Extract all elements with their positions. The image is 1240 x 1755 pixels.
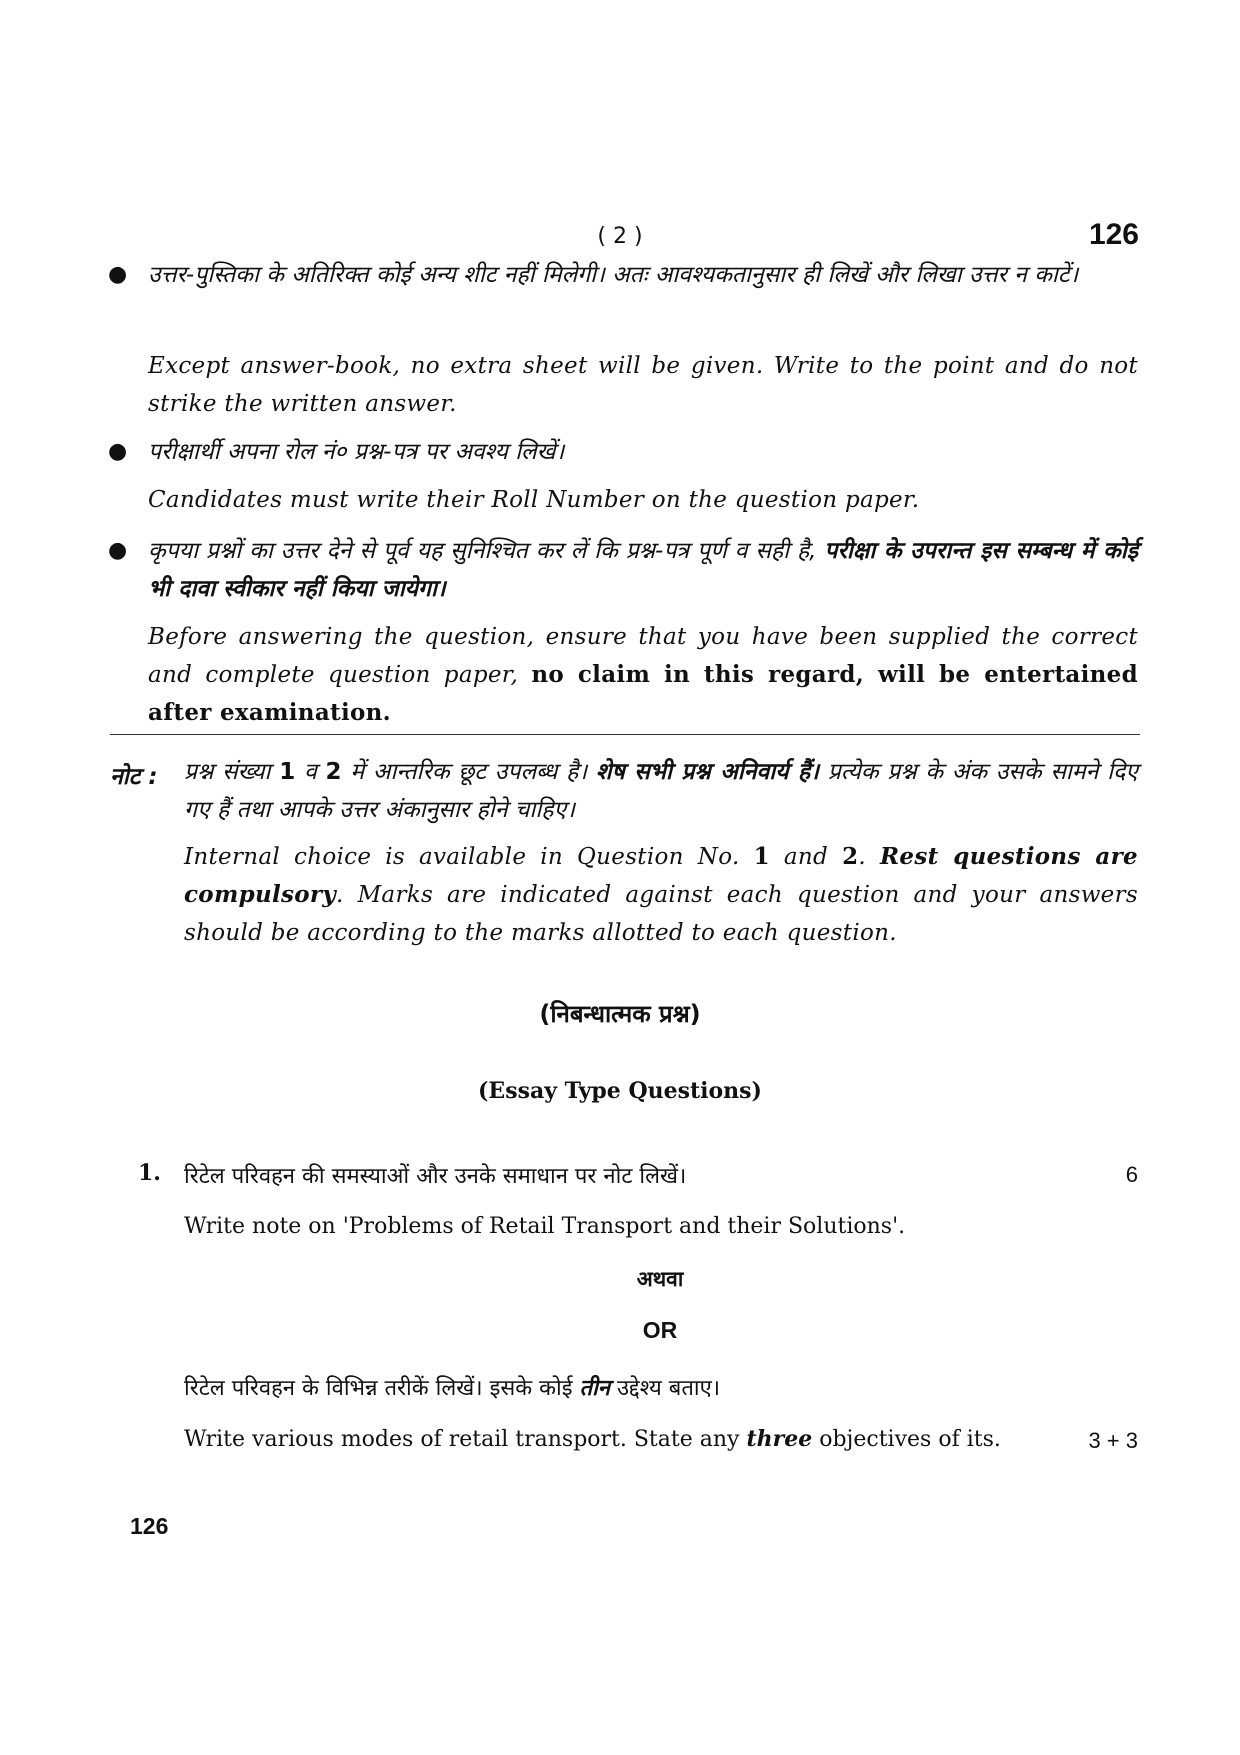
question-1-hindi: रिटेल परिवहन की समस्याओं और उनके समाधान पर नोट लिखें। — [184, 1164, 687, 1189]
instruction-2-english: Candidates must write their Roll Number on the question paper. — [148, 487, 920, 513]
note-label: नोट : — [110, 764, 158, 790]
note-english-2: . Marks are indicated against each question and your answers should be according to the marks allotted to each question. — [184, 882, 1138, 946]
question-1-alt-marks: 3 + 3 — [1088, 1428, 1138, 1453]
question-1-marks: 6 — [1125, 1162, 1138, 1187]
paper-code-footer: 126 — [130, 1513, 169, 1539]
bullet-icon: ● — [108, 538, 128, 563]
note-hindi-1: प्रश्न संख्या — [184, 759, 271, 785]
section-title-hindi: (निबन्धात्मक प्रश्न) — [539, 1000, 701, 1028]
note-hindi-3: में आन्तरिक छूट उपलब्ध है। — [350, 759, 588, 785]
note-hindi-4: प्रत्येक प्रश्न के अंक उसके सामने दिए गए हैं तथा आपके उत्तर अंकानुसार होने चाहिए। — [184, 759, 1139, 823]
question-1-alt-english — [184, 1426, 1001, 1452]
note-english-num-1: 1 — [753, 843, 770, 870]
alt-hindi-1: रिटेल परिवहन के विभिन्न तरीकें लिखें। इसके कोई — [184, 1376, 573, 1401]
note-english-and: and — [783, 844, 829, 870]
instruction-3-hindi-text: कृपया प्रश्नों का उत्तर देने से पूर्व यह सुनिश्चित कर लें कि प्रश्न-पत्र पूर्ण व सही है, — [148, 538, 817, 564]
or-label-hindi: अथवा — [636, 1267, 684, 1291]
question-1-alt-hindi — [184, 1372, 720, 1402]
section-title-english: (Essay Type Questions) — [478, 1078, 762, 1104]
divider-line — [110, 734, 1140, 735]
note-hindi-2: व — [303, 759, 317, 785]
or-label-english: OR — [642, 1317, 678, 1343]
bullet-icon: ● — [108, 439, 128, 464]
instruction-1-hindi: उत्तर-पुस्तिका के अतिरिक्त कोई अन्य शीट नहीं मिलेगी। अतः आवश्यकतानुसार ही लिखें और लिखा उत्तर न काटें। — [148, 262, 1079, 288]
question-1-english: Write note on 'Problems of Retail Transport and their Solutions'. — [184, 1214, 906, 1239]
note-num-2: 2 — [325, 759, 342, 785]
alt-english-bold: three — [746, 1426, 813, 1452]
instruction-3-english — [148, 618, 1138, 732]
instruction-3-english-text: Before answering the question, ensure that you have been supplied the correct and complete question paper, — [148, 624, 1138, 688]
page-number: ( 2 ) — [597, 224, 643, 249]
note-english-num-2: 2 — [842, 843, 859, 870]
alt-english-2: objectives of its. — [819, 1427, 1001, 1452]
instruction-3-hindi-bold: परीक्षा के उपरान्त इस सम्बन्ध में कोई भी दावा स्वीकार नहीं किया जायेगा। — [148, 538, 1138, 602]
paper-code-header: 126 — [1088, 218, 1139, 251]
note-english: Internal choice is available in Question No. 1 and 2. Rest questions are compulsory. Marks are indicated against each question and your answers should be according to the marks allotted to each question. — [184, 843, 1138, 946]
instruction-1-english: Except answer-book, no extra sheet will be given. Write to the point and do not strike the written answer. — [148, 353, 1138, 417]
note-english-1: Internal choice is available in Question No. — [184, 844, 740, 870]
alt-hindi-2: उद्देश्य बताए। — [617, 1376, 721, 1401]
instruction-3-hindi — [148, 532, 1138, 608]
alt-hindi-bold: तीन — [579, 1376, 610, 1401]
instruction-3-english-bold: no claim in this regard, will be entertained after examination. — [148, 661, 1138, 726]
bullet-icon: ● — [108, 262, 128, 287]
question-number: 1. — [138, 1160, 161, 1186]
note-num-1: 1 — [279, 759, 296, 785]
note-english-bold: Rest questions are compulsory — [184, 843, 1138, 908]
instruction-2-hindi: परीक्षार्थी अपना रोल नं० प्रश्न-पत्र पर अवश्य लिखें। — [148, 439, 565, 465]
note-hindi — [184, 753, 1138, 829]
alt-english-1: Write various modes of retail transport. State any — [184, 1427, 740, 1452]
note-hindi-bold: शेष सभी प्रश्न अनिवार्य हैं। — [595, 759, 819, 785]
